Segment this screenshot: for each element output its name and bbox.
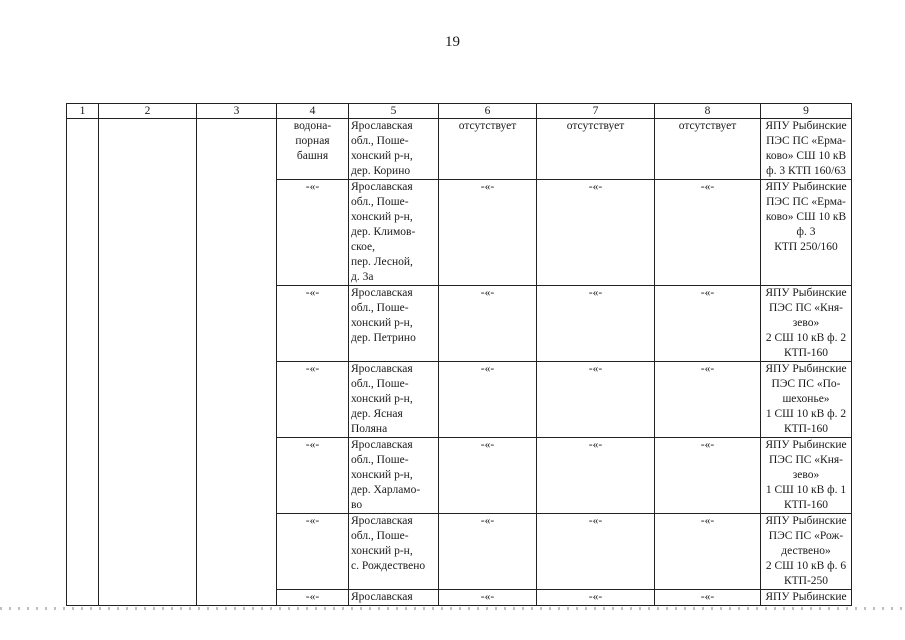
table-cell-object-type: -«-: [277, 438, 349, 514]
table-cell-col8: -«-: [655, 438, 761, 514]
table-cell-col8: -«-: [655, 514, 761, 590]
table-cell-object-type: -«-: [277, 286, 349, 362]
table-cell-address: Ярославская обл., Поше- хонский р-н, дер. Ясная Поляна: [349, 362, 439, 438]
table-cell-col6: -«-: [439, 438, 537, 514]
column-header-6: 6: [439, 104, 537, 119]
table-cell-address: Ярославская обл., Поше- хонский р-н, дер. Климов- ское, пер. Лесной, д. 3а: [349, 180, 439, 286]
table-cell-object-type: -«-: [277, 362, 349, 438]
table-cell-col8: -«-: [655, 180, 761, 286]
table-cell-address: Ярославская обл., Поше- хонский р-н, с. Рождествено: [349, 514, 439, 590]
table-cell-col3: [197, 119, 277, 606]
table-cell-col7: -«-: [537, 590, 655, 606]
table-cell-col6: -«-: [439, 590, 537, 606]
table-cell-object-type: -«-: [277, 514, 349, 590]
table-cell-col8: -«-: [655, 590, 761, 606]
table-cell-col6: -«-: [439, 514, 537, 590]
table-cell-object-type: -«-: [277, 590, 349, 606]
table-cell-address: Ярославская: [349, 590, 439, 606]
table-cell-col7: -«-: [537, 286, 655, 362]
table-cell-power-source: ЯПУ Рыбинские ПЭС ПС «Рож- дествено» 2 СШ 10 кВ ф. 6 КТП-250: [761, 514, 852, 590]
column-header-7: 7: [537, 104, 655, 119]
table-cell-object-type: -«-: [277, 180, 349, 286]
column-header-4: 4: [277, 104, 349, 119]
column-header-5: 5: [349, 104, 439, 119]
table-cell-col8: отсутствует: [655, 119, 761, 180]
table-cell-address: Ярославская обл., Поше- хонский р-н, дер. Корино: [349, 119, 439, 180]
table-cell-col2: [99, 119, 197, 606]
table-cell-col7: отсутствует: [537, 119, 655, 180]
table-cell-address: Ярославская обл., Поше- хонский р-н, дер. Петрино: [349, 286, 439, 362]
table-cell-col7: -«-: [537, 514, 655, 590]
column-header-8: 8: [655, 104, 761, 119]
table-header-row: [67, 104, 852, 119]
column-header-1: 1: [67, 104, 99, 119]
column-header-9: 9: [761, 104, 852, 119]
table-cell-col1: [67, 119, 99, 606]
scan-edge-noise: [0, 607, 905, 610]
table-cell-col6: -«-: [439, 362, 537, 438]
table-cell-address: Ярославская обл., Поше- хонский р-н, дер. Харламо- во: [349, 438, 439, 514]
table-cell-power-source: ЯПУ Рыбинские ПЭС ПС «Ерма- ково» СШ 10 кВ ф. 3 КТП 160/63: [761, 119, 852, 180]
table-body: [67, 119, 852, 606]
table-cell-power-source: ЯПУ Рыбинские: [761, 590, 852, 606]
table-cell-power-source: ЯПУ Рыбинские ПЭС ПС «Ерма- ково» СШ 10 кВ ф. 3 КТП 250/160: [761, 180, 852, 286]
table-cell-col8: -«-: [655, 362, 761, 438]
page-number: 19: [445, 34, 460, 50]
table-cell-col6: -«-: [439, 180, 537, 286]
table-cell-col6: отсутствует: [439, 119, 537, 180]
table-cell-power-source: ЯПУ Рыбинские ПЭС ПС «Кня- зево» 2 СШ 10 кВ ф. 2 КТП-160: [761, 286, 852, 362]
table-cell-col6: -«-: [439, 286, 537, 362]
document-table: [66, 103, 852, 606]
table-cell-col7: -«-: [537, 362, 655, 438]
table-cell-power-source: ЯПУ Рыбинские ПЭС ПС «По- шехонье» 1 СШ 10 кВ ф. 2 КТП-160: [761, 362, 852, 438]
column-header-2: 2: [99, 104, 197, 119]
column-header-3: 3: [197, 104, 277, 119]
table-row: [67, 119, 852, 180]
table-cell-col7: -«-: [537, 180, 655, 286]
table-cell-power-source: ЯПУ Рыбинские ПЭС ПС «Кня- зево» 1 СШ 10 кВ ф. 1 КТП-160: [761, 438, 852, 514]
table-cell-object-type: водона- порная башня: [277, 119, 349, 180]
table-cell-col8: -«-: [655, 286, 761, 362]
table-cell-col7: -«-: [537, 438, 655, 514]
